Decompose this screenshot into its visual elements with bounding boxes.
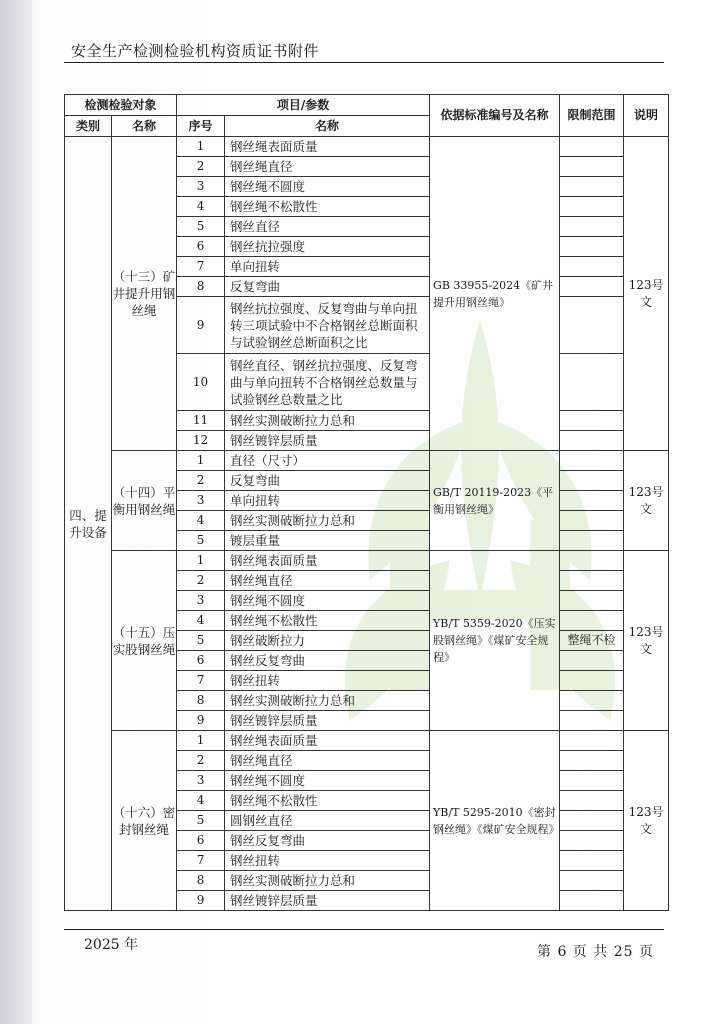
limit-cell-empty — [560, 511, 624, 531]
item-name: 钢丝抗拉强度 — [225, 237, 430, 257]
group-name-cell: （十六）密封钢丝绳 — [112, 731, 177, 911]
header-name: 名称 — [112, 116, 177, 137]
limit-cell-empty — [560, 751, 624, 771]
note-cell: 123号文 — [624, 731, 669, 911]
header-object: 检测检验对象 — [65, 95, 177, 116]
limit-cell-empty — [560, 277, 624, 297]
limit-cell-empty — [560, 197, 624, 217]
limit-cell-empty — [560, 451, 624, 471]
item-name: 钢丝实测破断拉力总和 — [225, 691, 430, 711]
limit-cell-empty — [560, 531, 624, 551]
item-name: 直径（尺寸） — [225, 451, 430, 471]
item-number: 4 — [177, 197, 225, 217]
limit-cell-empty — [560, 491, 624, 511]
item-number: 3 — [177, 771, 225, 791]
item-name: 单向扭转 — [225, 257, 430, 277]
limit-cell-empty — [560, 851, 624, 871]
group-name-cell: （十三）矿井提升用钢丝绳 — [112, 137, 177, 451]
limit-cell-empty — [560, 431, 624, 451]
note-cell: 123号文 — [624, 551, 669, 731]
item-number: 3 — [177, 177, 225, 197]
item-number: 5 — [177, 811, 225, 831]
limit-cell-empty — [560, 671, 624, 691]
limit-cell-empty — [560, 791, 624, 811]
group-name-cell: （十四）平衡用钢丝绳 — [112, 451, 177, 551]
item-name: 钢丝绳表面质量 — [225, 551, 430, 571]
item-name: 钢丝反复弯曲 — [225, 651, 430, 671]
footer-divider — [64, 929, 664, 930]
item-number: 6 — [177, 651, 225, 671]
header-limit: 限制范围 — [560, 95, 624, 137]
item-number: 1 — [177, 551, 225, 571]
item-name: 镀层重量 — [225, 531, 430, 551]
standard-cell: GB 33955-2024《矿井提升用钢丝绳》 — [430, 137, 560, 451]
item-name: 钢丝绳不圆度 — [225, 177, 430, 197]
item-name: 钢丝绳不圆度 — [225, 771, 430, 791]
item-name: 钢丝镀锌层质量 — [225, 711, 430, 731]
item-number: 9 — [177, 711, 225, 731]
limit-cell: 整绳不检 — [560, 631, 624, 651]
category-cell: 四、提升设备 — [65, 137, 112, 911]
item-number: 12 — [177, 431, 225, 451]
limit-cell-empty — [560, 551, 624, 571]
item-number: 2 — [177, 471, 225, 491]
limit-cell-empty — [560, 217, 624, 237]
item-number: 3 — [177, 591, 225, 611]
footer-page-number: 第 6 页 共 25 页 — [537, 944, 654, 960]
item-number: 6 — [177, 831, 225, 851]
limit-cell-empty — [560, 651, 624, 671]
item-name: 单向扭转 — [225, 491, 430, 511]
item-name: 反复弯曲 — [225, 471, 430, 491]
header-project: 项目/参数 — [177, 95, 430, 116]
item-name: 反复弯曲 — [225, 277, 430, 297]
note-cell: 123号文 — [624, 137, 669, 451]
header-note: 说明 — [624, 95, 669, 137]
group-name-cell: （十五）压实股钢丝绳 — [112, 551, 177, 731]
item-number: 5 — [177, 631, 225, 651]
limit-cell-empty — [560, 871, 624, 891]
table-row — [65, 137, 669, 157]
item-name: 钢丝绳不圆度 — [225, 591, 430, 611]
table-row — [65, 731, 669, 751]
item-number: 1 — [177, 137, 225, 157]
item-number: 3 — [177, 491, 225, 511]
item-number: 7 — [177, 257, 225, 277]
item-name: 钢丝绳不松散性 — [225, 791, 430, 811]
item-number: 6 — [177, 237, 225, 257]
item-number: 1 — [177, 451, 225, 471]
item-name: 钢丝绳不松散性 — [225, 611, 430, 631]
limit-cell-empty — [560, 411, 624, 431]
item-name: 钢丝破断拉力 — [225, 631, 430, 651]
item-number: 4 — [177, 611, 225, 631]
binding-edge — [0, 0, 32, 1024]
header-category: 类别 — [65, 116, 112, 137]
limit-cell-empty — [560, 711, 624, 731]
item-number: 7 — [177, 851, 225, 871]
item-name: 钢丝反复弯曲 — [225, 831, 430, 851]
item-name: 钢丝抗拉强度、反复弯曲与单向扭转三项试验中不合格钢丝总断面积与试验钢丝总断面积之比 — [225, 297, 430, 354]
header-param-name: 名称 — [225, 116, 430, 137]
limit-cell-empty — [560, 591, 624, 611]
limit-cell-empty — [560, 571, 624, 591]
item-name: 钢丝直径 — [225, 217, 430, 237]
item-number: 9 — [177, 891, 225, 911]
limit-cell-empty — [560, 297, 624, 354]
limit-cell-empty — [560, 691, 624, 711]
limit-cell-empty — [560, 611, 624, 631]
limit-cell-empty — [560, 354, 624, 411]
limit-cell-empty — [560, 257, 624, 277]
item-number: 5 — [177, 531, 225, 551]
item-name: 钢丝绳不松散性 — [225, 197, 430, 217]
item-number: 2 — [177, 571, 225, 591]
item-number: 8 — [177, 871, 225, 891]
item-name: 钢丝绳直径 — [225, 571, 430, 591]
limit-cell-empty — [560, 237, 624, 257]
item-number: 9 — [177, 297, 225, 354]
limit-cell-empty — [560, 137, 624, 157]
standard-cell: YB/T 5359-2020《压实股钢丝绳》《煤矿安全规程》 — [430, 551, 560, 731]
header-divider — [64, 62, 664, 63]
item-name: 钢丝绳直径 — [225, 751, 430, 771]
table-row — [65, 551, 669, 571]
page-header-title: 安全生产检测检验机构资质证书附件 — [71, 42, 320, 60]
item-name: 钢丝镀锌层质量 — [225, 431, 430, 451]
limit-cell-empty — [560, 731, 624, 751]
item-number: 2 — [177, 157, 225, 177]
limit-cell-empty — [560, 831, 624, 851]
limit-cell-empty — [560, 771, 624, 791]
item-number: 11 — [177, 411, 225, 431]
item-name: 钢丝实测破断拉力总和 — [225, 411, 430, 431]
limit-cell-empty — [560, 471, 624, 491]
item-name: 钢丝镀锌层质量 — [225, 891, 430, 911]
item-number: 2 — [177, 751, 225, 771]
item-number: 7 — [177, 671, 225, 691]
item-number: 1 — [177, 731, 225, 751]
standard-cell: GB/T 20119-2023《平衡用钢丝绳》 — [430, 451, 560, 551]
item-number: 5 — [177, 217, 225, 237]
limit-cell-empty — [560, 891, 624, 911]
item-number: 8 — [177, 277, 225, 297]
item-number: 4 — [177, 511, 225, 531]
note-cell: 123号文 — [624, 451, 669, 551]
item-name: 钢丝绳直径 — [225, 157, 430, 177]
header-standard: 依据标准编号及名称 — [430, 95, 560, 137]
certificate-scope-table — [64, 94, 669, 911]
item-name: 圆钢丝直径 — [225, 811, 430, 831]
item-name: 钢丝扭转 — [225, 851, 430, 871]
item-name: 钢丝扭转 — [225, 671, 430, 691]
limit-cell-empty — [560, 177, 624, 197]
item-name: 钢丝实测破断拉力总和 — [225, 511, 430, 531]
item-number: 8 — [177, 691, 225, 711]
header-seq: 序号 — [177, 116, 225, 137]
item-name: 钢丝直径、钢丝抗拉强度、反复弯曲与单向扭转不合格钢丝总数量与试验钢丝总数量之比 — [225, 354, 430, 411]
footer-year: 2025 年 — [84, 937, 139, 953]
standard-cell: YB/T 5295-2010《密封钢丝绳》《煤矿安全规程》 — [430, 731, 560, 911]
table-row — [65, 451, 669, 471]
item-name: 钢丝绳表面质量 — [225, 731, 430, 751]
limit-cell-empty — [560, 811, 624, 831]
item-name: 钢丝实测破断拉力总和 — [225, 871, 430, 891]
item-name: 钢丝绳表面质量 — [225, 137, 430, 157]
item-number: 4 — [177, 791, 225, 811]
limit-cell-empty — [560, 157, 624, 177]
item-number: 10 — [177, 354, 225, 411]
